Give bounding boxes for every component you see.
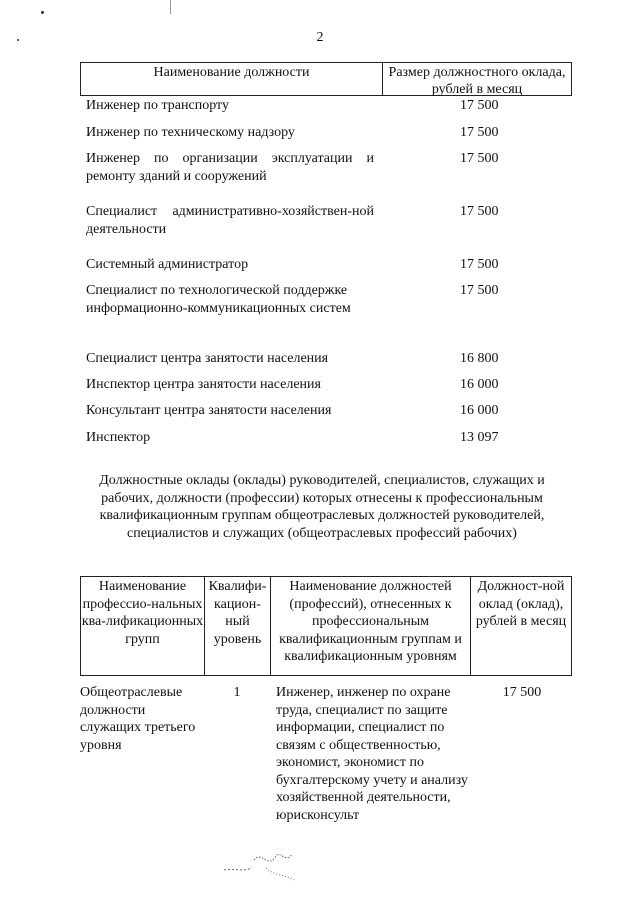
table1-row bbox=[86, 402, 572, 420]
position-salary: 17 500 bbox=[460, 98, 499, 113]
table1-row bbox=[86, 150, 572, 186]
position-salary: 16 000 bbox=[460, 403, 499, 418]
position-salary: 17 500 bbox=[460, 204, 499, 219]
position-salary: 16 000 bbox=[460, 377, 499, 392]
position-name: Инспектор bbox=[86, 430, 151, 445]
position-name: Специалист административно-хозяйствен-ной деятельности bbox=[86, 204, 374, 237]
position-name: Инженер по организации эксплуатации и ремонту зданий и сооружений bbox=[86, 151, 374, 184]
table1-row bbox=[86, 97, 572, 115]
table2-header-salary: Должност-ной оклад (оклад), рублей в месяц bbox=[475, 579, 567, 629]
table1-row bbox=[86, 124, 572, 142]
position-name: Системный администратор bbox=[86, 257, 249, 272]
section-heading: Должностные оклады (оклады) руководителей, специалистов, служащих и рабочих, должности (профессии) которых отнесены к профессиональным квалификационным группам общеотраслевых должностей руководителей, специалистов и служащих (общеотраслевых профессий рабочих) bbox=[99, 473, 545, 541]
table2-header-positions: Наименование должностей (профессий), отнесенных к профессиональным квалификационным группам и квалификационным уровням bbox=[271, 577, 471, 675]
position-salary: 13 097 bbox=[460, 430, 499, 445]
positions-list: Инженер, инженер по охране труда, специалист по защите информации, специалист по связям с общественностью, экономист, экономист по бухгалтерскому учету и анализу хозяйственной деятельности, юрисконсульт bbox=[276, 685, 468, 823]
table1-row bbox=[86, 203, 572, 239]
position-salary: 17 500 bbox=[460, 257, 499, 272]
position-name: Инспектор центра занятости населения bbox=[86, 377, 321, 392]
table1-row bbox=[86, 376, 572, 394]
signature-mark bbox=[222, 846, 312, 886]
position-name: Специалист центра занятости населения bbox=[86, 351, 329, 366]
position-name: Инженер по техническому надзору bbox=[86, 125, 295, 140]
position-salary: 17 500 bbox=[460, 151, 499, 166]
qualification-level: 1 bbox=[233, 685, 241, 700]
group-salary: 17 500 bbox=[502, 685, 542, 700]
position-salary: 16 800 bbox=[460, 351, 499, 366]
position-name: Специалист по технологической поддержке информационно-коммуникационных систем​ bbox=[86, 283, 351, 316]
table2-header bbox=[80, 576, 572, 676]
position-name: Консультант центра занятости населения bbox=[86, 403, 332, 418]
scan-mark bbox=[41, 11, 44, 14]
table1-row bbox=[86, 429, 572, 447]
table2-header-group: Наименование профессио-нальных ква-лификационных групп bbox=[81, 577, 205, 675]
page-number: 2 bbox=[316, 30, 324, 45]
table1-header-salary: Размер должностного оклада, рублей в месяц bbox=[388, 65, 566, 97]
table1-row bbox=[86, 350, 572, 368]
table1-header-position: Наименование должности bbox=[81, 63, 383, 95]
table1-header bbox=[80, 62, 572, 96]
table2-header-level: Квалифи-кацион-ный уровень bbox=[205, 577, 271, 675]
scan-mark bbox=[170, 0, 171, 14]
position-salary: 17 500 bbox=[460, 125, 499, 140]
position-name: Инженер по транспорту bbox=[86, 98, 229, 113]
table1-row bbox=[86, 282, 572, 318]
position-salary: 17 500 bbox=[460, 283, 499, 298]
qualification-group: Общеотраслевые должности служащих третьего уровня bbox=[80, 685, 196, 753]
table1-row bbox=[86, 256, 572, 274]
